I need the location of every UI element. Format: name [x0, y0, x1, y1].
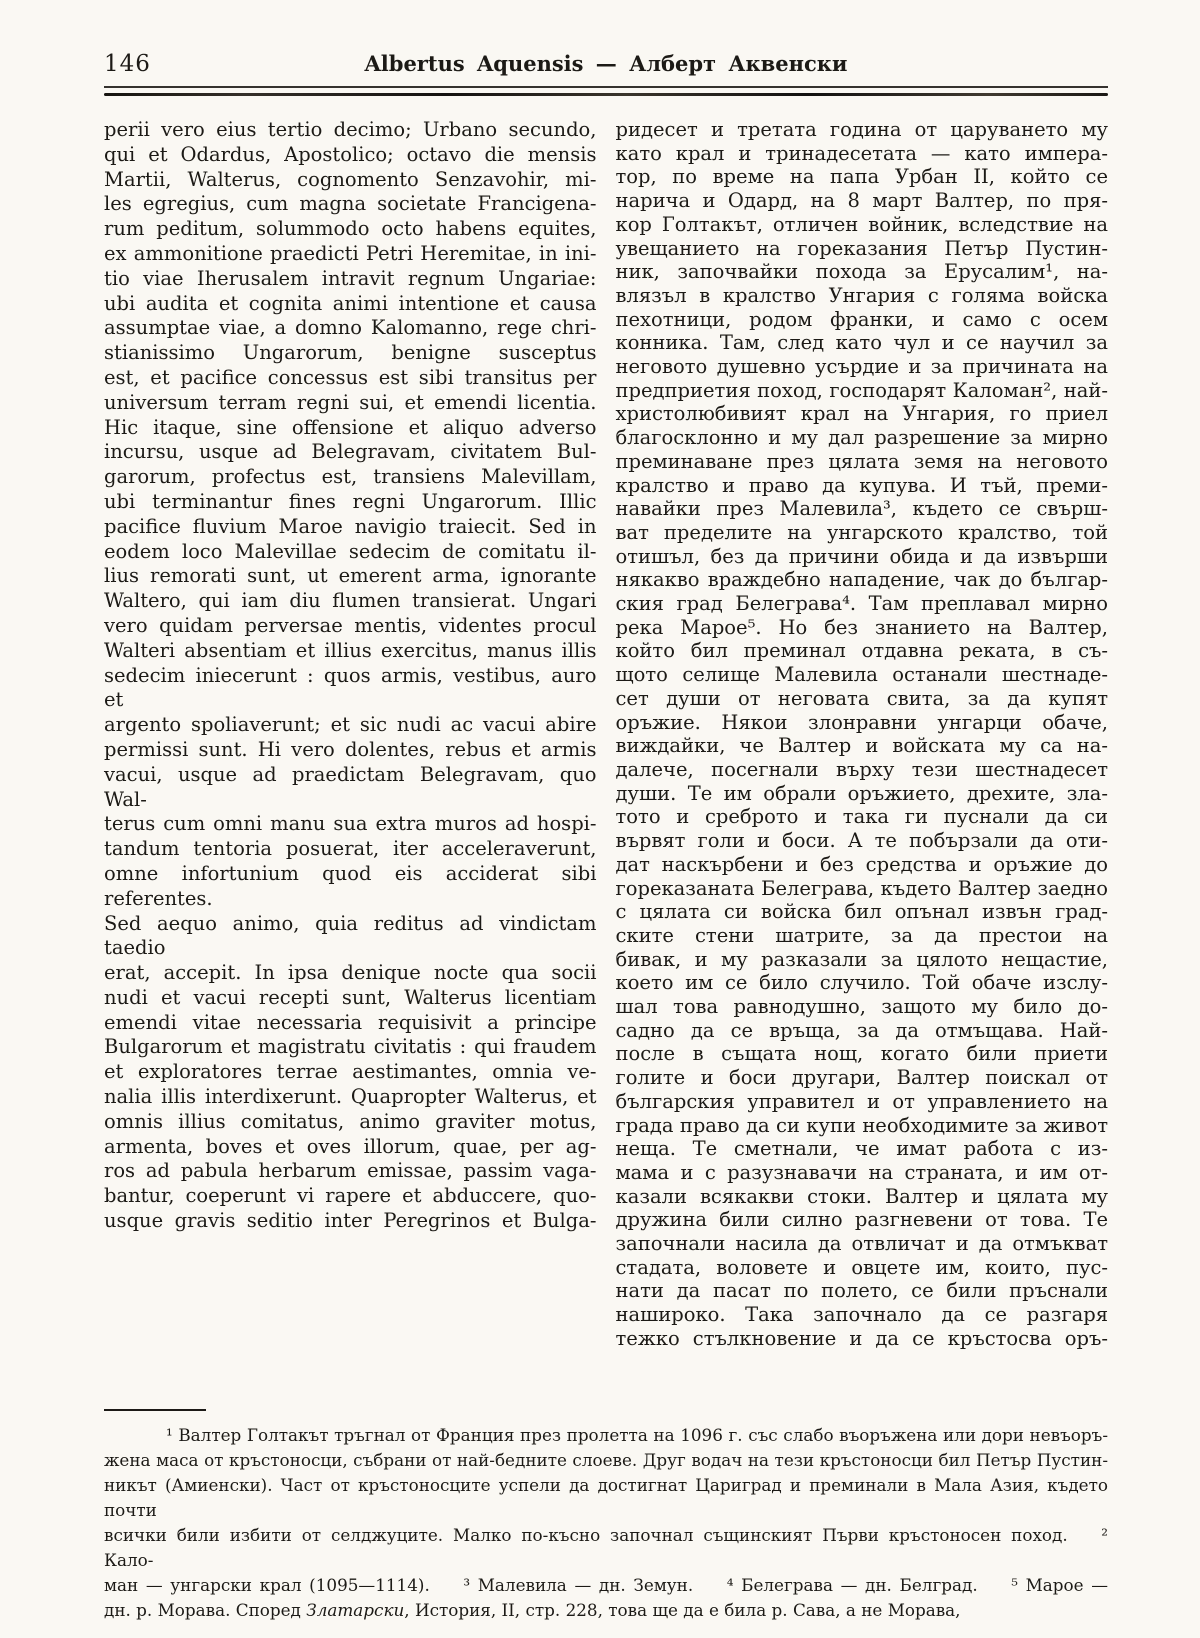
text-line: увещанието на гореказания Петър Пустин-: [615, 236, 1108, 260]
text-line: шал това равнодушно, защото му било до-: [615, 995, 1108, 1019]
text-line: emendi vitae necessaria requisivit a principe: [104, 1010, 597, 1034]
text-line: нашироко. Така започнало да се разгаря: [615, 1303, 1108, 1327]
text-line: далече, посегнали върху тези шестнадесет: [615, 757, 1108, 781]
text-line: виждайки, че Валтер и войската му са на-: [615, 734, 1108, 758]
text-line: някакво враждебно нападение, чак до българ-: [615, 568, 1108, 592]
text-line: ридесет и третата година от царуването му: [615, 118, 1108, 141]
text-line: влязъл в кралство Унгария с голяма войска: [615, 283, 1108, 307]
text-line: ските стени шатрите, за да престои на: [615, 923, 1108, 947]
text-line: les egregius, cum magna societate Francigena-: [104, 192, 597, 216]
text-line: сет души от неговата свита, за да купят: [615, 686, 1108, 710]
text-line: Waltero, qui iam diu flumen transierat. Ungari: [104, 589, 597, 613]
text-line: ubi audita et cognita animi intentione et causa: [104, 291, 597, 315]
text-line: terus cum omni manu sua extra muros ad hospi-: [104, 812, 597, 836]
text-line: vacui, usque ad praedictam Belegravam, quo Wal-: [104, 762, 597, 811]
text-line: всички били избити от селджуците. Малко по-късно започнал същинският Първи кръстоносен поход. ² Кало-: [104, 1524, 1108, 1570]
text-line: qui et Odardus, Apostolico; octavo die mensis: [104, 142, 597, 166]
text-line: nudi et vacui recepti sunt, Walterus licentiam: [104, 985, 597, 1009]
running-title: Albertus Aquensis — Алберт Аквенски: [364, 51, 848, 76]
text-line: пехотници, родом франки, и само с осем: [615, 307, 1108, 331]
text-line: тор, по време на папа Урбан II, който се: [615, 165, 1108, 189]
text-line: permissi sunt. Hi vero dolentes, rebus et armis: [104, 737, 597, 761]
text-line: ubi terminantur fines regni Ungarorum. Illic: [104, 489, 597, 513]
text-line: тежко стълкновение и да се кръстосва оръ-: [615, 1326, 1108, 1350]
text-line: Sed aequo animo, quia reditus ad vindictam taedio: [104, 911, 597, 960]
text-line: нарича и Одард, на 8 март Валтер, по пря-: [615, 189, 1108, 213]
text-line: sedecim iniecerunt : quos armis, vestibus, auro et: [104, 663, 597, 712]
text-line: ex ammonitione praedicti Petri Heremitae, in ini-: [104, 241, 597, 265]
header-rule-thick: [104, 93, 1108, 96]
text-line: eodem loco Malevillae sedecim de comitatu il-: [104, 539, 597, 563]
text-line: et exploratores terrae aestimantes, omnia ve-: [104, 1060, 597, 1084]
text-line: започнали насила да отвличат и да отмъкват: [615, 1232, 1108, 1256]
text-line: usque gravis seditio inter Peregrinos et Bulga-: [104, 1209, 597, 1233]
text-line: тото и среброто и така ги пуснали да си: [615, 805, 1108, 829]
text-line: после в същата нощ, когато били приети: [615, 1042, 1108, 1066]
text-line: с цялата си войска бил опънал извън град-: [615, 900, 1108, 924]
latin-column: [104, 118, 597, 1351]
page-number: 146: [104, 51, 151, 77]
text-line: гореказаната Белеграва, където Валтер заедно: [615, 876, 1108, 900]
text-line: lius remorati sunt, ut emerent arma, ignorante: [104, 564, 597, 588]
text-line: преминаване през цялата земя на неговото: [615, 449, 1108, 473]
text-line: никът (Амиенски). Част от кръстоносците успели да достигнат Цариград и преминали в Мала Азия, където почти: [104, 1474, 1108, 1520]
text-line: като крал и тринадесетата — като импера-: [615, 141, 1108, 165]
text-line: река Марое⁵. Но без знанието на Валтер,: [615, 615, 1108, 639]
text-line: предприетия поход, господарят Каломан², най-: [615, 378, 1108, 402]
text-line: Bulgarorum et magistratu civitatis : qui fraudem: [104, 1035, 597, 1059]
two-column-text: [104, 118, 1108, 1351]
text-line: rum peditum, solummodo octo habens equites,: [104, 217, 597, 241]
text-line: nalia illis interdixerunt. Quapropter Walterus, et: [104, 1085, 597, 1109]
text-line: ник, започвайки похода за Ерусалим¹, на-: [615, 260, 1108, 284]
text-line: оръжие. Някои злонравни унгарци обаче,: [615, 710, 1108, 734]
text-line: садно да се връща, за да отмъщава. Най-: [615, 1018, 1108, 1042]
footnotes: [104, 1423, 1108, 1623]
text-line: бивак, и му разказали за цялото нещастие,: [615, 947, 1108, 971]
text-line: incursu, usque ad Belegravam, civitatem Bul-: [104, 440, 597, 464]
text-line: ския град Белеграва⁴. Там преплавал мирно: [615, 592, 1108, 616]
text-line: което им се било случило. Той обаче изслу-: [615, 971, 1108, 995]
text-line: stianissimo Ungarorum, benigne susceptus: [104, 341, 597, 365]
header-rule-thin: [104, 86, 1108, 88]
text-line: казали всякакви стоки. Валтер и цялата му: [615, 1184, 1108, 1208]
text-line: ват пределите на унгарското кралство, той: [615, 520, 1108, 544]
text-line: дат наскърбени и без средства и оръжие до: [615, 852, 1108, 876]
text-line: жена маса от кръстоносци, събрани от най-бедните слоеве. Друг водач на тези кръстоносци бил Петър Пустин-: [104, 1449, 1108, 1470]
text-line: assumptae viae, a domno Kalomanno, rege chri-: [104, 316, 597, 340]
text-line: universum terram regni sui, et emendi licentia.: [104, 390, 597, 414]
text-line: Hic itaque, sine offensione et aliquo adverso: [104, 415, 597, 439]
text-line: неговото душевно усърдие и за причината на: [615, 355, 1108, 379]
text-line: щото селище Малевила останали шестнаде-: [615, 663, 1108, 687]
text-line: христолюбивият крал на Унгария, го приел: [615, 402, 1108, 426]
text-line: ¹ Валтер Голтакът тръгнал от Франция през пролетта на 1096 г. със слабо въоръжена или дори невъоръ-: [166, 1424, 1108, 1445]
text-line: души. Те им обрали оръжието, дрехите, зла-: [615, 781, 1108, 805]
text-line: omne infortunium quod eis acciderat sibi referentes.: [104, 861, 597, 910]
text-line: tio viae Iherusalem intravit regnum Ungariae:: [104, 266, 597, 290]
text-line: pacifice fluvium Maroe navigio traiecit. Sed in: [104, 514, 597, 538]
text-line: erat, accepit. In ipsa denique nocte qua socii: [104, 961, 597, 985]
text-line: armenta, boves et oves illorum, quae, per ag-: [104, 1134, 597, 1158]
text-line: кор Голтакът, отличен войник, вследствие на: [615, 212, 1108, 236]
footnote-separator: [104, 1409, 206, 1411]
page-header: [104, 46, 1108, 80]
text-line: който бил преминал отдавна реката, в съ-: [615, 639, 1108, 663]
text-line: стадата, воловете и овцете им, които, пус-: [615, 1255, 1108, 1279]
text-line: Martii, Walterus, cognomento Senzavohir, mi-: [104, 167, 597, 191]
text-line: omnis illius comitatus, animo graviter motus,: [104, 1109, 597, 1133]
text-line: дн. р. Морава. Според Златарски, История, II, стр. 228, това ще да е била р. Сава, а не Морава,: [104, 1599, 961, 1620]
text-line: конника. Там, след като чул и се научил за: [615, 331, 1108, 355]
text-line: argento spoliaverunt; et sic nudi ac vacui abire: [104, 713, 597, 737]
text-line: нати да пасат по полето, се били пръснали: [615, 1279, 1108, 1303]
text-line: кралство и право да купува. И тъй, преми-: [615, 473, 1108, 497]
text-line: града право да си купи необходимите за живот: [615, 1113, 1108, 1137]
text-line: perii vero eius tertio decimo; Urbano secundo,: [104, 118, 597, 141]
text-line: отишъл, без да причини обида и да извърши: [615, 544, 1108, 568]
text-line: vero quidam perversae mentis, videntes procul: [104, 613, 597, 637]
text-line: неща. Те сметнали, че имат работа с из-: [615, 1137, 1108, 1161]
text-line: ros ad pabula herbarum emissae, passim vaga-: [104, 1159, 597, 1183]
text-line: ман — унгарски крал (1095—1114). ³ Малевила — дн. Земун. ⁴ Белеграва — дн. Белград. ⁵ Марое —: [104, 1574, 1108, 1595]
text-line: bantur, coeperunt vi rapere et abduccere, quo-: [104, 1184, 597, 1208]
text-line: est, et pacifice concessus est sibi transitus per: [104, 365, 597, 389]
text-line: навайки през Малевила³, където се свърш-: [615, 497, 1108, 521]
text-line: вървят голи и боси. А те побързали да оти-: [615, 829, 1108, 853]
text-line: мама и с разузнавачи на страната, и им от-: [615, 1160, 1108, 1184]
text-line: благосклонно и му дал разрешение за мирно: [615, 426, 1108, 450]
text-line: Walteri absentiam et illius exercitus, manus illis: [104, 638, 597, 662]
text-line: garorum, profectus est, transiens Malevillam,: [104, 465, 597, 489]
text-line: голите и боси другари, Валтер поискал от: [615, 1066, 1108, 1090]
text-line: дружина били силно разгневени от това. Те: [615, 1208, 1108, 1232]
text-line: tandum tentoria posuerat, iter acceleraverunt,: [104, 837, 597, 861]
bulgarian-column: [616, 118, 1109, 1351]
text-line: българския управител и от управлението на: [615, 1089, 1108, 1113]
